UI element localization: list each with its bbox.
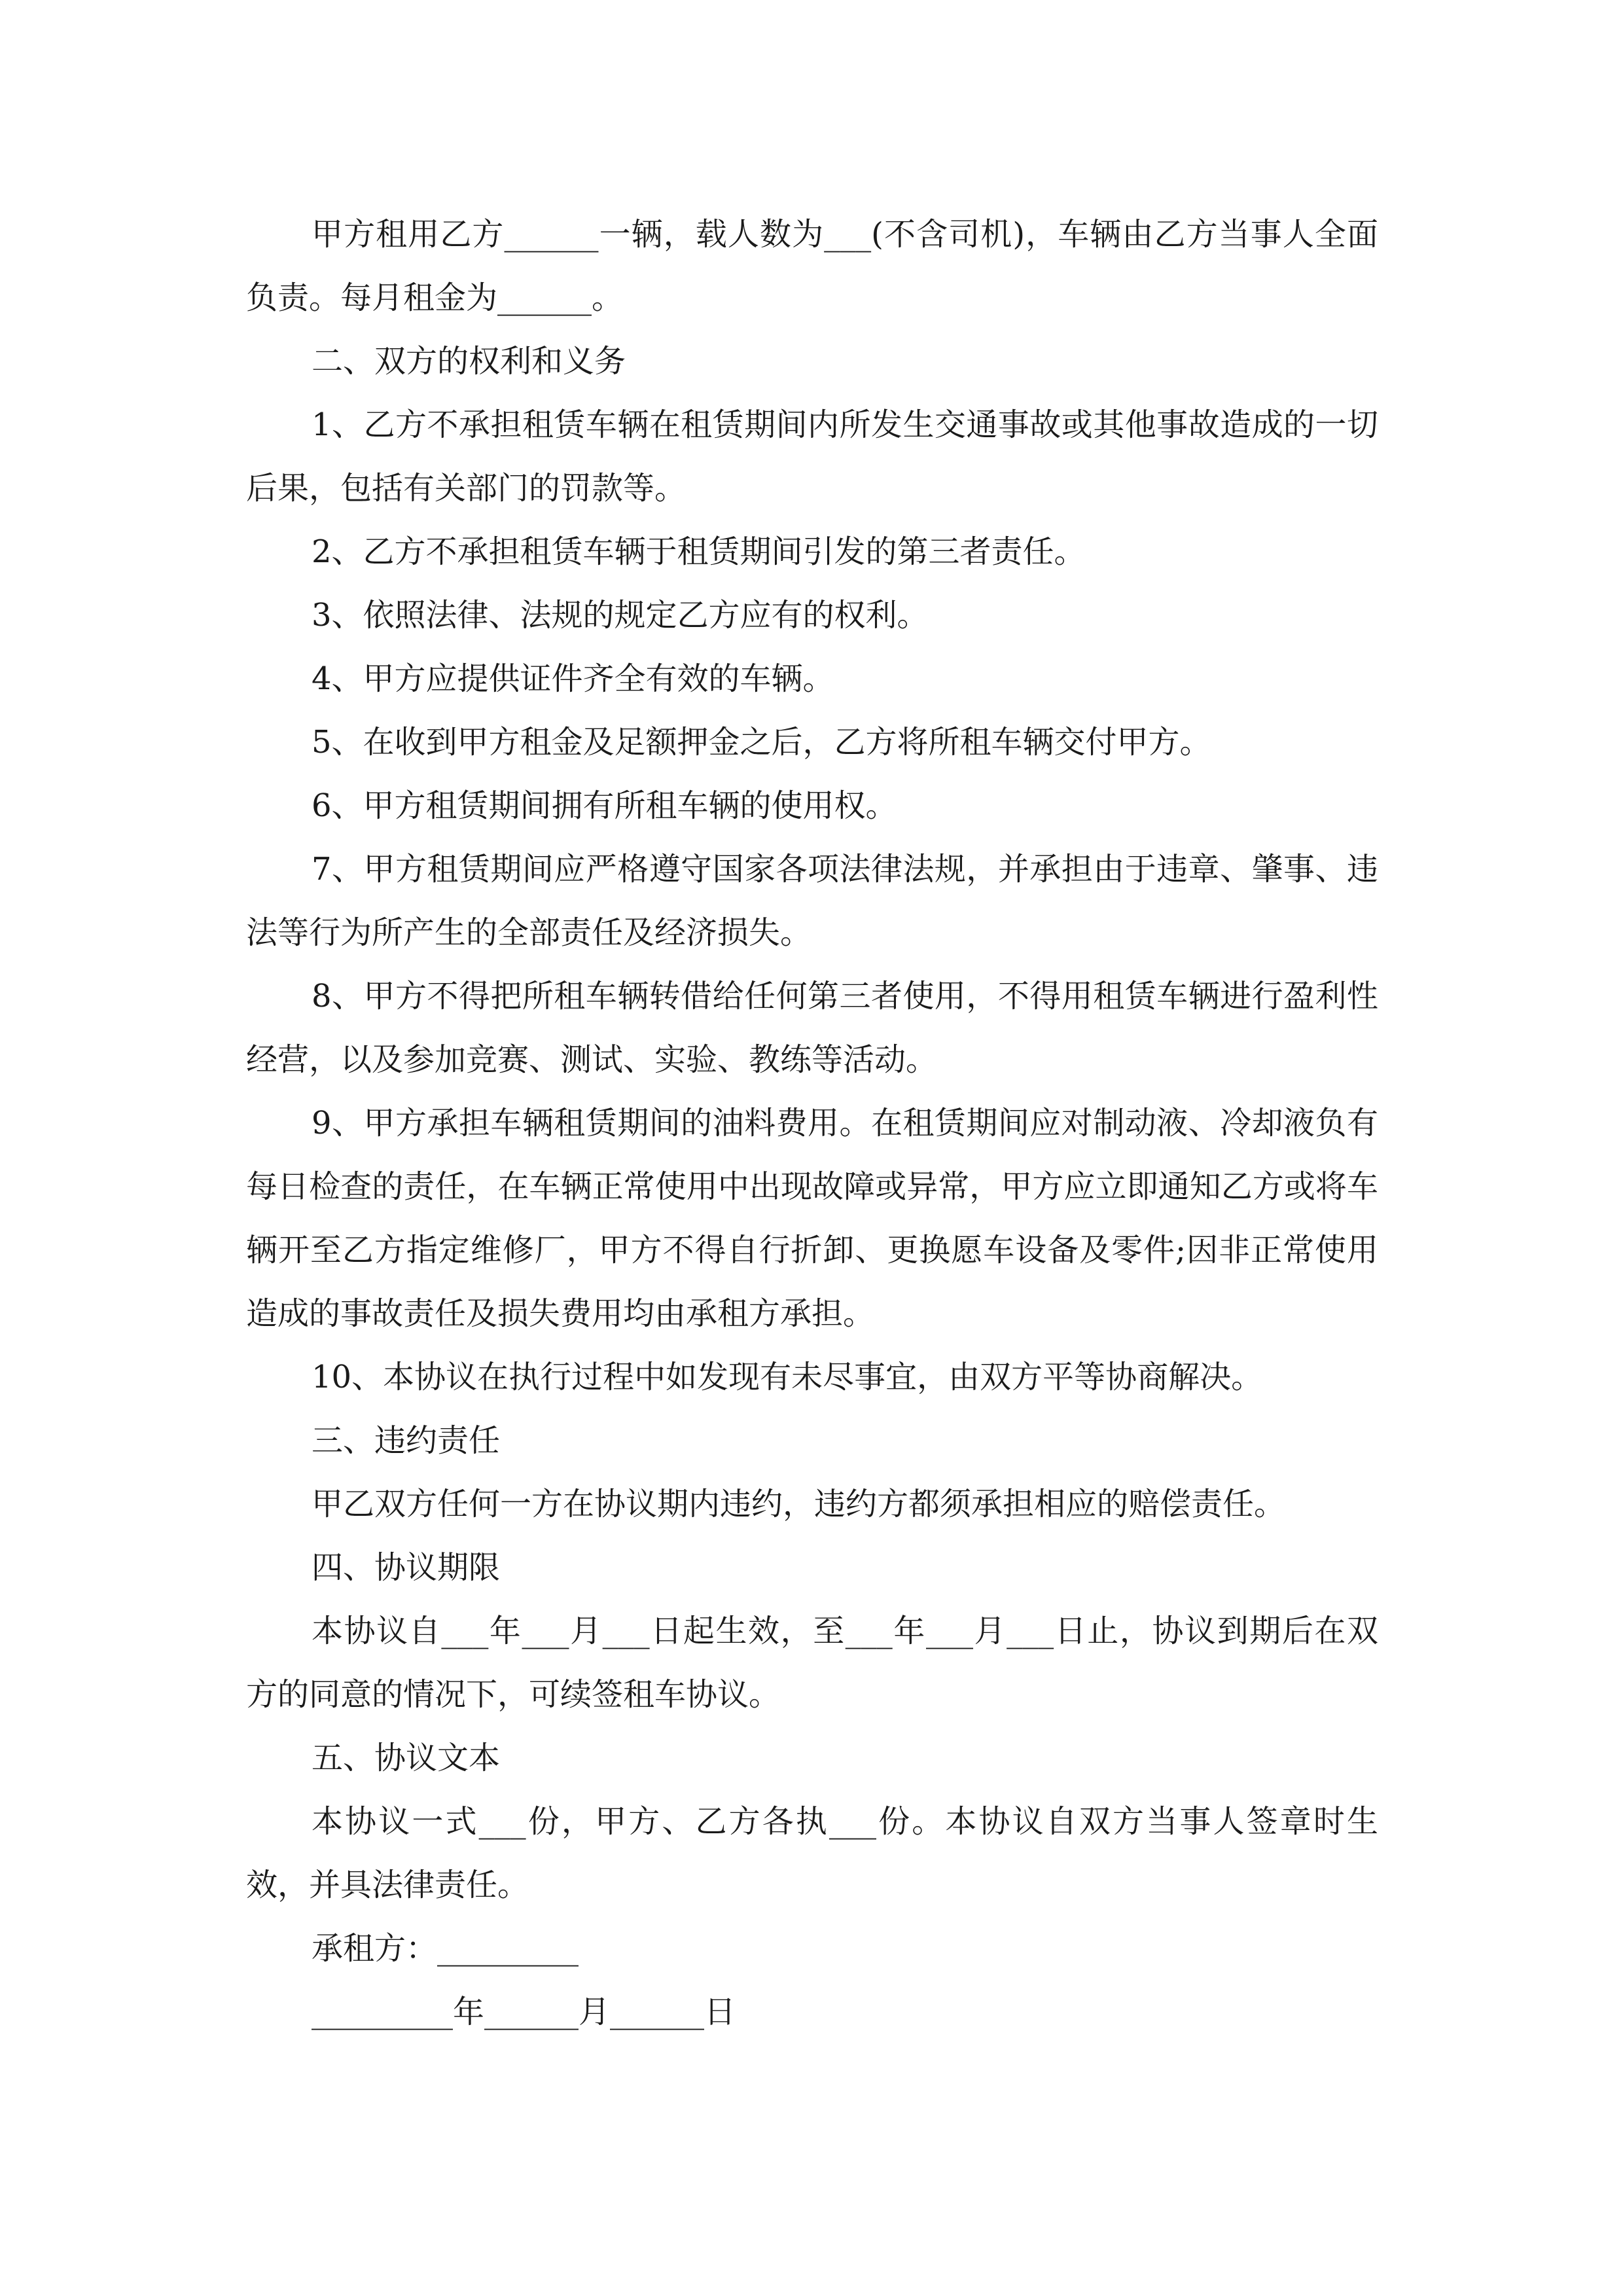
- clause-8: 8、甲方不得把所租车辆转借给任何第三者使用，不得用租赁车辆进行盈利性经营，以及参加竞赛、测试、实验、教练等活动。: [246, 978, 1378, 1078]
- clause-4: 4、甲方应提供证件齐全有效的车辆。: [312, 660, 834, 697]
- clause-1: 1、乙方不承担租赁车辆在租赁期间内所发生交通事故或其他事故造成的一切后果，包括有关部门的罚款等。: [246, 406, 1378, 507]
- heading-agreement-term: 四、协议期限: [312, 1549, 501, 1586]
- heading-agreement-copies: 五、协议文本: [312, 1740, 501, 1776]
- signature-date: _________年______月______日: [312, 1994, 736, 2030]
- signature-lessee: 承租方：_________: [312, 1930, 579, 1967]
- clause-2: 2、乙方不承担租赁车辆于租赁期间引发的第三者责任。: [312, 533, 1086, 570]
- paragraph-rental-terms: 甲方租用乙方______一辆，载人数为___(不含司机)，车辆由乙方当事人全面负责。每月租金为______。: [246, 216, 1378, 316]
- heading-rights-obligations: 二、双方的权利和义务: [312, 343, 626, 380]
- clause-3: 3、依照法律、法规的规定乙方应有的权利。: [312, 597, 929, 634]
- paragraph-agreement-copies: 本协议一式___份，甲方、乙方各执___份。本协议自双方当事人签章时生效，并具法律责任。: [246, 1803, 1378, 1903]
- paragraph-agreement-term: 本协议自___年___月___日起生效，至___年___月___日止，协议到期后在双方的同意的情况下，可续签租车协议。: [246, 1613, 1378, 1713]
- heading-breach-liability: 三、违约责任: [312, 1422, 501, 1459]
- clause-6: 6、甲方租赁期间拥有所租车辆的使用权。: [312, 787, 897, 824]
- clause-10: 10、本协议在执行过程中如发现有未尽事宜，由双方平等协商解决。: [312, 1359, 1263, 1395]
- paragraph-breach-liability: 甲乙双方任何一方在协议期内违约，违约方都须承担相应的赔偿责任。: [312, 1486, 1286, 1522]
- document-body: [246, 203, 1378, 2044]
- clause-7: 7、甲方租赁期间应严格遵守国家各项法律法规，并承担由于违章、肇事、违法等行为所产生的全部责任及经济损失。: [246, 851, 1378, 951]
- clause-9: 9、甲方承担车辆租赁期间的油料费用。在租赁期间应对制动液、冷却液负有每日检查的责任，在车辆正常使用中出现故障或异常，甲方应立即通知乙方或将车辆开至乙方指定维修厂，甲方不得自行折卸、更换愿车设备及零件;因非正常使用造成的事故责任及损失费用均由承租方承担。: [246, 1105, 1378, 1332]
- clause-5: 5、在收到甲方租金及足额押金之后，乙方将所租车辆交付甲方。: [312, 724, 1211, 761]
